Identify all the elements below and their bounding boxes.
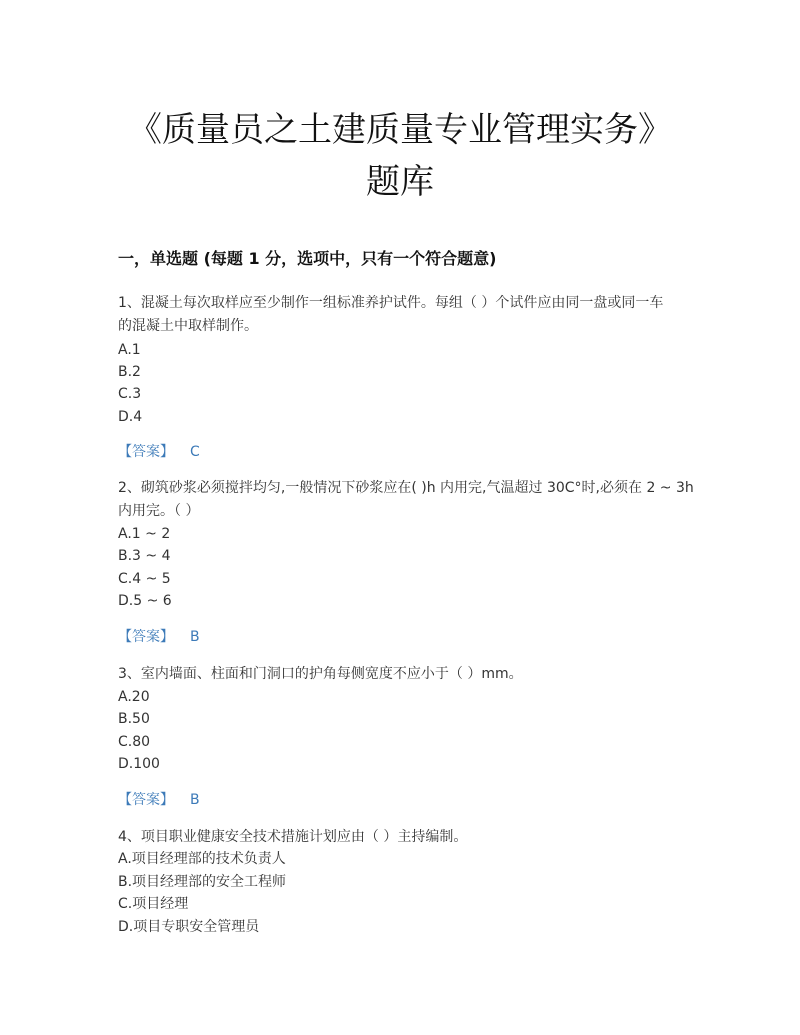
question-2-option-b: B.3 ~ 4 [118,548,171,564]
question-1-option-c: C.3 [118,386,142,402]
question-2-option-d: D.5 ~ 6 [118,593,172,609]
question-4-option-d: D.项目专职安全管理员 [118,919,260,935]
question-3-option-a: A.20 [118,689,150,705]
question-2-stem-line1: 2、砌筑砂浆必须搅拌均匀,一般情况下砂浆应在( )h 内用完,气温超过 30C°时,必须在 2 ~ 3h [118,480,694,496]
question-1-option-a: A.1 [118,342,141,358]
question-3-stem-line1: 3、室内墙面、柱面和门洞口的护角每侧宽度不应小于（ ）mm。 [118,666,523,682]
question-1-stem-line2: 的混凝土中取样制作。 [118,318,258,334]
answer-label: 【答案】 [118,444,174,460]
answer-value: C [190,444,200,460]
question-3-option-b: B.50 [118,711,150,727]
question-3-answer [118,790,200,810]
section-heading: 一，单选题 (每题 1 分，选项中，只有一个符合题意) [118,249,497,268]
document-title-line1: 《质量员之土建质量专业管理实务》 [128,110,672,150]
question-4-option-b: B.项目经理部的安全工程师 [118,874,287,890]
question-2-option-a: A.1 ~ 2 [118,526,171,542]
question-3-option-d: D.100 [118,756,160,772]
question-1-answer [118,442,200,462]
question-1-option-b: B.2 [118,364,141,380]
question-2-stem-line2: 内用完。（ ） [118,503,200,519]
question-2-option-c: C.4 ~ 5 [118,571,171,587]
question-3-option-c: C.80 [118,734,151,750]
answer-value: B [190,792,200,808]
question-1-option-d: D.4 [118,409,143,425]
answer-label: 【答案】 [118,792,174,808]
question-2-answer [118,627,200,647]
question-4-stem-line1: 4、项目职业健康安全技术措施计划应由（ ）主持编制。 [118,829,468,845]
answer-label: 【答案】 [118,629,174,645]
question-4-option-c: C.项目经理 [118,896,189,912]
question-1-stem-line1: 1、混凝土每次取样应至少制作一组标准养护试件。每组（ ）个试件应由同一盘或同一车 [118,295,664,311]
answer-value: B [190,629,200,645]
question-4-option-a: A.项目经理部的技术负责人 [118,851,286,867]
document-title-line2: 题库 [366,162,434,202]
